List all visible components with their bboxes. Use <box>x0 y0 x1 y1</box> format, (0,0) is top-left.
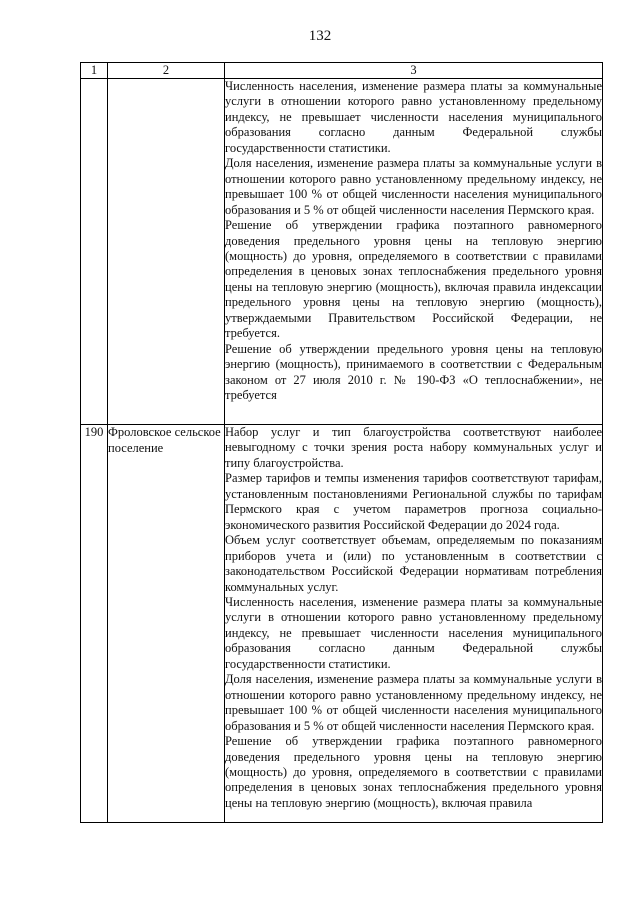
row-description <box>225 425 603 823</box>
paragraph: Решение об утверждении графика поэтапного равномерного доведения предельного уровня цены на тепловую энергию (мощность) до уровня, определяемого в соответствии с правилами определения в ценовых зонах теплоснабжения предельного уровня цены на тепловую энергию (мощность), включая правила индексации предельного уровня цены на тепловую энергию (мощность), утверждаемыми Правительством Российской Федерации, не требуется. <box>225 218 602 341</box>
paragraph: Объем услуг соответствует объемам, определяемым по показаниям приборов учета и (или) по установленным в соответствии с законодательством Российской Федерации нормативам потребления коммунальных услуг. <box>225 533 602 594</box>
paragraph: Размер тарифов и темпы изменения тарифов соответствуют тарифам, установленным постановлениями Региональной службы по тарифам Пермского края с учетом параметров прогноза социально-экономического развития Российской Федерации до 2024 года. <box>225 471 602 532</box>
paragraph: Решение об утверждении графика поэтапного равномерного доведения предельного уровня цены на тепловую энергию (мощность) до уровня, определяемого в соответствии с правилами определения в ценовых зонах теплоснабжения предельного уровня цены на тепловую энергию (мощность), включая правила <box>225 734 602 810</box>
row-number <box>81 79 108 425</box>
paragraph: Численность населения, изменение размера платы за коммунальные услуги в отношении которого равно установленному предельному индексу, не превышает численности населения муниципального образования согласно данным Федеральной службы государственности статистики. <box>225 594 602 671</box>
table-header-row <box>81 63 603 79</box>
row-description <box>225 79 603 425</box>
municipality-name <box>108 79 225 425</box>
column-header-2: 2 <box>108 63 225 79</box>
municipality-name: Фроловское сельское поселение <box>108 425 225 823</box>
page-number: 132 <box>308 28 332 44</box>
paragraph: Доля населения, изменение размера платы за коммунальные услуги в отношении которого равно установленному предельному индексу, не превышает 100 % от общей численности населения муниципального образования и 5 % от общей численности населения Пермского края. <box>225 156 602 217</box>
paragraph: Решение об утверждении предельного уровня цены на тепловую энергию (мощность), принимаемого в соответствии с Федеральным законом от 27 июля 2010 г. № 190-ФЗ «О теплоснабжении», не требуется <box>225 341 602 403</box>
paragraph: Численность населения, изменение размера платы за коммунальные услуги в отношении которого равно установленному предельному индексу, не превышает численности населения муниципального образования согласно данным Федеральной службы государственности статистики. <box>225 79 602 155</box>
paragraph: Набор услуг и тип благоустройства соответствуют наиболее невыгодному с точки зрения роста набору коммунальных услуг и типу благоустройства. <box>225 425 602 470</box>
column-header-3: 3 <box>225 63 603 79</box>
table-row <box>81 425 603 823</box>
row-number: 190 <box>81 425 108 823</box>
table-row <box>81 79 603 425</box>
column-header-1: 1 <box>81 63 108 79</box>
paragraph: Доля населения, изменение размера платы за коммунальные услуги в отношении которого равно установленному предельному индексу, не превышает 100 % от общей численности населения муниципального образования и 5 % от общей численности населения Пермского края. <box>225 672 602 733</box>
document-table <box>80 62 603 823</box>
